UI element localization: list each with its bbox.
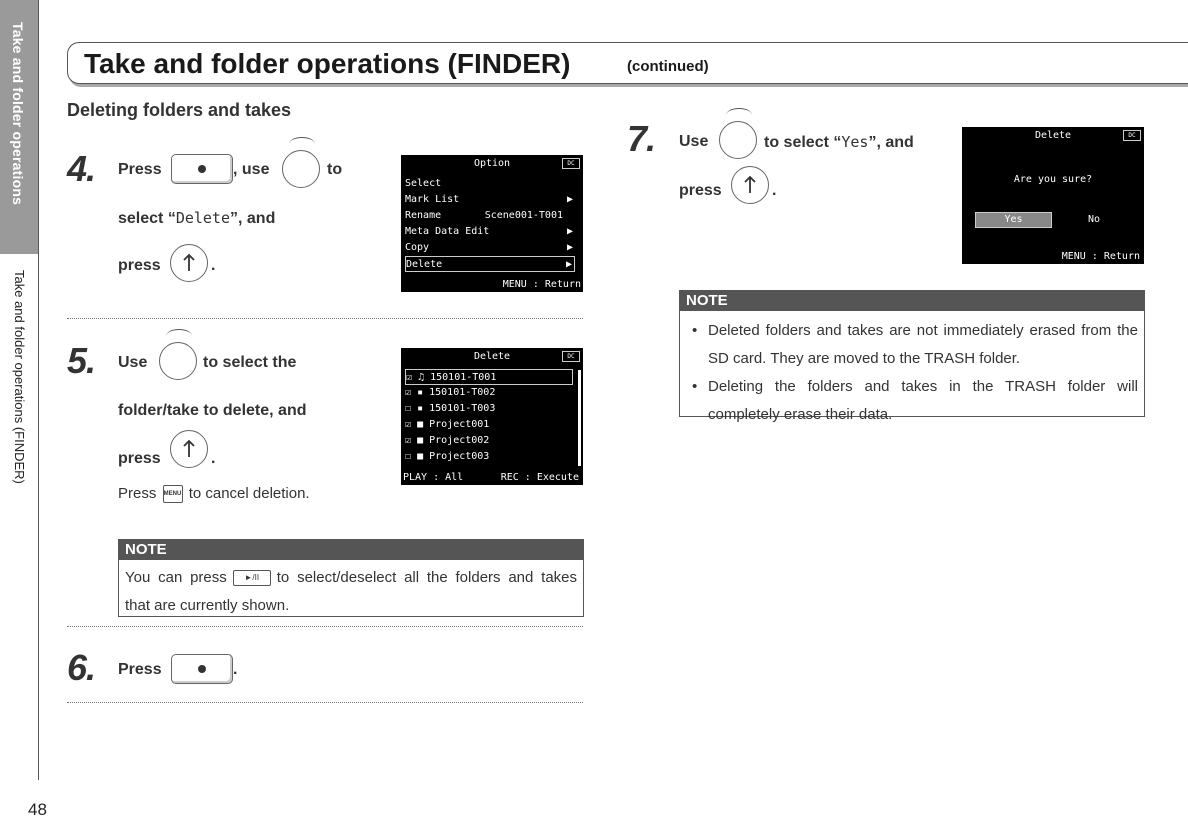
note-heading: NOTE [119, 540, 583, 560]
step-6-press: Press [118, 661, 162, 678]
page-title-continued: (continued) [627, 58, 709, 75]
step-5-to-select: to select the [203, 354, 297, 371]
delete-list-footer-left: PLAY : All [403, 472, 464, 483]
menu-key-icon: MENU [163, 485, 183, 503]
sidebar-tab [0, 0, 38, 254]
delete-confirm-screen [962, 127, 1144, 264]
step-5-line2: folder/take to delete, and [118, 402, 307, 419]
step-7-press: press [679, 182, 722, 199]
step-6-period: . [233, 661, 238, 678]
divider [67, 702, 583, 703]
sidebar-divider [38, 0, 39, 780]
battery-badge-icon: DC [562, 158, 580, 169]
option-item[interactable]: Copy ▶ [405, 242, 573, 253]
option-menu-title: Option [473, 158, 511, 169]
option-item[interactable]: Rename Scene001-T001 [405, 210, 563, 221]
step-7-period: . [772, 182, 777, 199]
divider [67, 626, 583, 627]
yes-option[interactable]: Yes [975, 212, 1052, 228]
note-item: • Deleting the folders and takes in the TRASH folder will completely erase their data. [686, 373, 1138, 429]
delete-list-item-selected[interactable]: ☑ ♫ 150101-T001 [405, 369, 573, 385]
sidebar-chapter-label: Take and folder operations (FINDER) [12, 270, 27, 484]
battery-badge-icon: DC [1123, 130, 1141, 141]
step-6-number: 6. [67, 647, 96, 688]
divider [67, 318, 583, 319]
step-5-press: press [118, 450, 161, 467]
delete-list-screen [401, 348, 583, 485]
step-4-number: 4. [67, 148, 96, 189]
option-item[interactable]: Mark List ▶ [405, 194, 573, 205]
page-title: Take and folder operations (FINDER) [84, 48, 571, 79]
option-item-selected[interactable]: Delete ▶ [405, 256, 575, 272]
note-heading: NOTE [680, 291, 1144, 311]
rec-button-icon [171, 654, 233, 684]
step-4-press2: press [118, 257, 161, 274]
step-4-select-line: select “Delete”, and [118, 209, 276, 227]
step-7-select-line: to select “Yes”, and [764, 133, 914, 151]
step-7-use: Use [679, 133, 709, 150]
delete-confirm-question: Are you sure? [1013, 174, 1093, 185]
option-menu-screen [401, 155, 583, 292]
delete-list-item[interactable]: ☐ ■ Project003 [405, 451, 490, 462]
note-text: You can press ►/II to select/deselect all the folders and takes that are currently shown. [125, 569, 577, 614]
step-7-number: 7. [627, 118, 656, 159]
delete-list-item[interactable]: ☑ ▪ 150101-T002 [405, 387, 496, 398]
delete-list-footer-right: REC : Execute [500, 472, 579, 483]
section-title: Deleting folders and takes [67, 100, 292, 120]
dial-icon [159, 342, 197, 380]
note-item: • Deleted folders and takes are not immediately erased from the SD card. They are moved to the TRASH folder. [686, 317, 1138, 373]
no-option[interactable]: No [1087, 214, 1101, 225]
step-5-use: Use [118, 354, 148, 371]
dial-press-icon [731, 166, 769, 204]
page-number: 48 [28, 800, 47, 819]
step-4-select-value: Delete [175, 209, 230, 227]
rec-button-icon [171, 154, 233, 184]
note-box [118, 539, 584, 617]
step-7-select-value: Yes [841, 133, 869, 151]
battery-badge-icon: DC [562, 351, 580, 362]
dial-icon [282, 150, 320, 188]
step-5-number: 5. [67, 340, 96, 381]
delete-list-item[interactable]: ☑ ■ Project001 [405, 419, 490, 430]
dial-press-icon [170, 430, 208, 468]
step-4-period: . [211, 257, 216, 274]
scrollbar[interactable] [578, 370, 581, 466]
option-item[interactable]: Meta Data Edit ▶ [405, 226, 573, 237]
step-5-period: . [211, 450, 216, 467]
step-4-press: Press [118, 161, 162, 178]
delete-list-title: Delete [473, 351, 511, 362]
step-5-cancel-line: Press MENU to cancel deletion. [118, 485, 310, 502]
dial-icon [719, 121, 757, 159]
step-4-to: to [327, 161, 343, 178]
delete-confirm-footer: MENU : Return [1061, 251, 1140, 262]
delete-list-item[interactable]: ☑ ■ Project002 [405, 435, 490, 446]
delete-confirm-title: Delete [1034, 130, 1072, 141]
sidebar-tab-label: Take and folder operations [10, 22, 26, 206]
option-item[interactable]: Select [405, 178, 442, 189]
step-4-use: , use [233, 161, 270, 178]
option-menu-footer: MENU : Return [502, 279, 581, 290]
play-pause-key-icon: ►/II [233, 570, 271, 586]
note-list [680, 311, 1144, 433]
note-box [679, 290, 1145, 423]
delete-list-item[interactable]: ☐ ▪ 150101-T003 [405, 403, 496, 414]
dial-press-icon [170, 244, 208, 282]
